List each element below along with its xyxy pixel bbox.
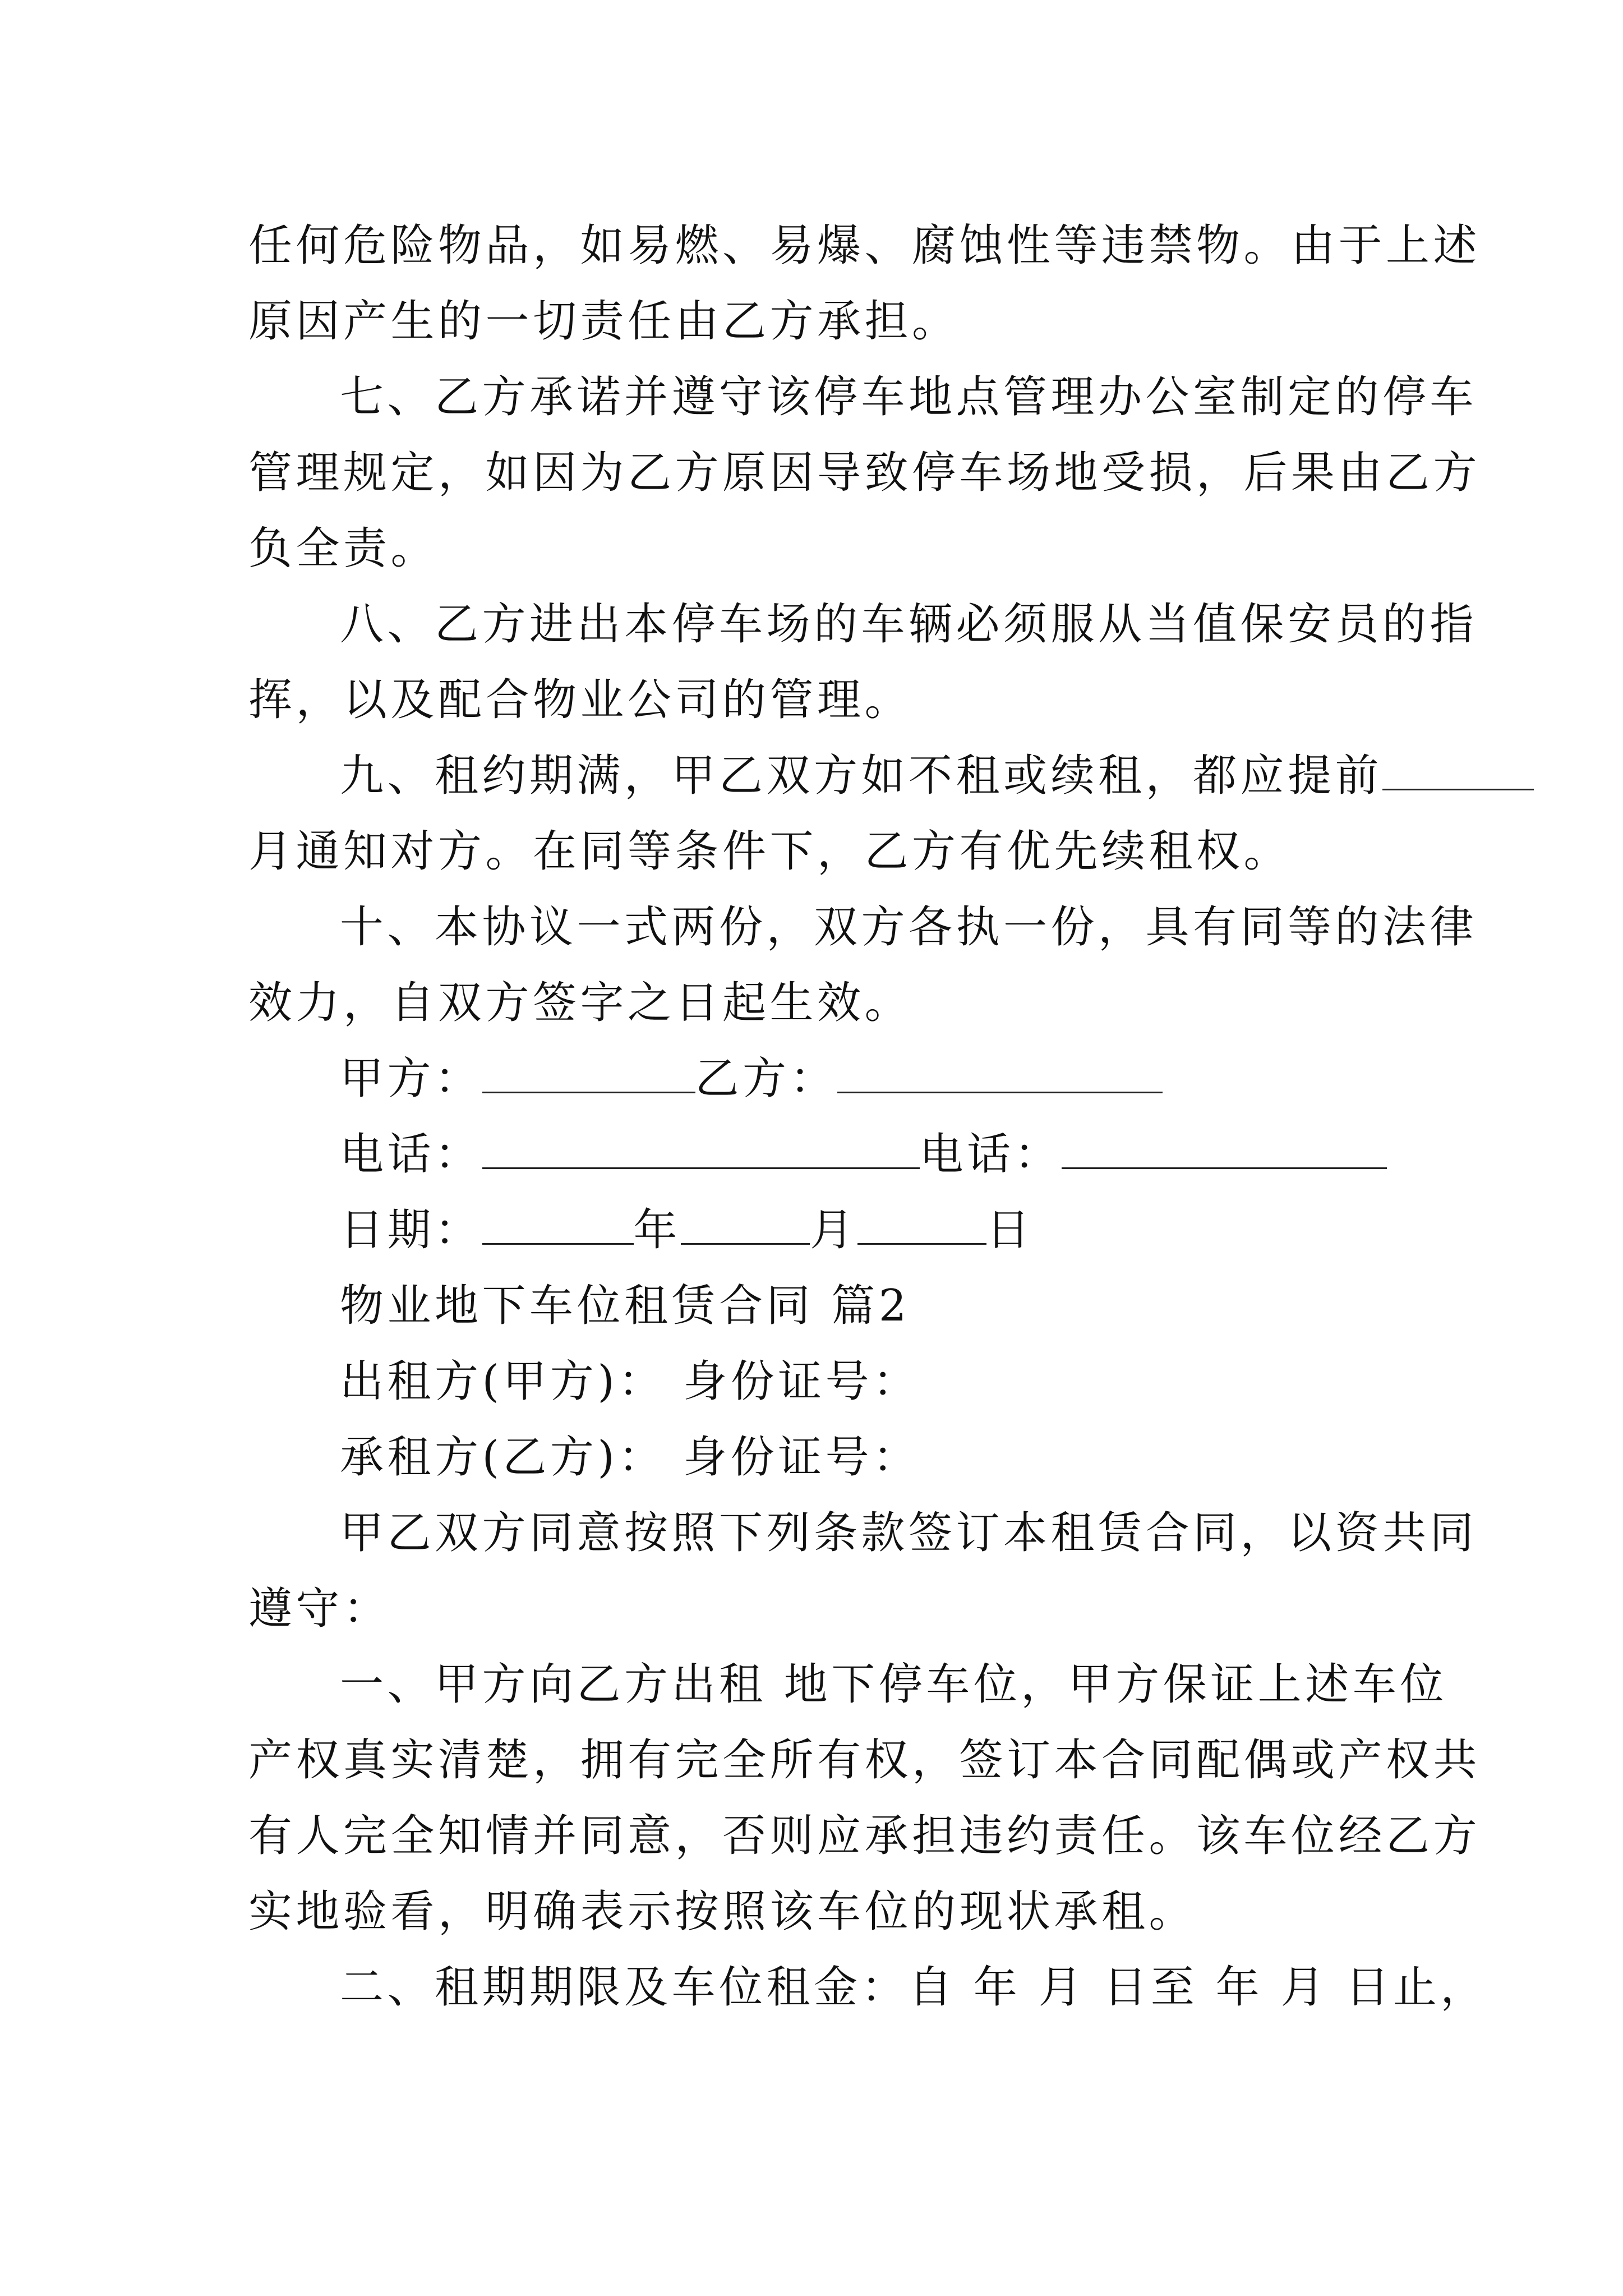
party-b-phone-blank[interactable] [1062,1134,1387,1169]
party-b-label: 乙方： [695,1053,838,1104]
clause-9-text: 九、租约期满，甲乙双方如不租或续租，都应提前 [340,751,1383,801]
lessee-line: 承租方(乙方)： 身份证号： [340,1432,920,1483]
text-line: 负全责。 [248,523,439,574]
day-blank[interactable] [857,1209,986,1245]
party-b-phone-label: 电话： [919,1129,1062,1180]
text-line: 效力，自双方签字之日起生效。 [248,978,912,1028]
text-line: 实地验看，明确表示按照该车位的现状承租。 [248,1887,1197,1937]
year-label: 年 [633,1205,681,1255]
lessor-line: 出租方(甲方)： 身份证号： [340,1356,920,1407]
clause-2: 二、租期期限及车位租金：自 年 月 日至 年 月 日止， [340,1962,1488,2013]
notice-months-blank[interactable] [1382,755,1534,790]
clause-7: 七、乙方承诺并遵守该停车地点管理办公室制定的停车 [340,372,1478,422]
text-line: 遵守： [248,1584,391,1634]
date-line [340,1202,1387,1258]
text-line: 产权真实清楚，拥有完全所有权，签订本合同配偶或产权共 [248,1735,1481,1786]
text-line: 任何危险物品，如易燃、易爆、腐蚀性等违禁物。由于上述 [248,220,1481,271]
date-label: 日期： [340,1205,482,1255]
preamble: 甲乙双方同意按照下列条款签订本租赁合同，以资共同 [340,1508,1478,1558]
party-a-phone-blank[interactable] [482,1134,920,1169]
section-title: 物业地下车位租赁合同 篇2 [340,1281,910,1331]
party-a-blank[interactable] [482,1058,695,1093]
year-blank[interactable] [482,1209,634,1245]
month-blank[interactable] [681,1209,810,1245]
day-label: 日 [986,1205,1034,1255]
clause-10: 十、本协议一式两份，双方各执一份，具有同等的法律 [340,902,1478,953]
text-line: 挥，以及配合物业公司的管理。 [248,675,912,725]
month-label: 月 [810,1205,857,1255]
party-a-label: 甲方： [340,1053,482,1104]
party-b-blank[interactable] [837,1058,1163,1093]
text-line: 原因产生的一切责任由乙方承担。 [248,296,960,347]
text-line: 有人完全知情并同意，否则应承担违约责任。该车位经乙方 [248,1811,1481,1861]
clause-8: 八、乙方进出本停车场的车辆必须服从当值保安员的指 [340,599,1478,650]
text-line: 月通知对方。在同等条件下，乙方有优先续租权。 [248,826,1292,877]
clause-9 [340,748,1387,804]
phone-line [340,1126,1387,1182]
signature-parties-line [340,1051,1387,1107]
clause-1: 一、甲方向乙方出租 地下停车位，甲方保证上述车位 [340,1659,1447,1710]
party-a-phone-label: 电话： [340,1129,482,1180]
text-line: 管理规定，如因为乙方原因导致停车场地受损，后果由乙方 [248,448,1481,498]
